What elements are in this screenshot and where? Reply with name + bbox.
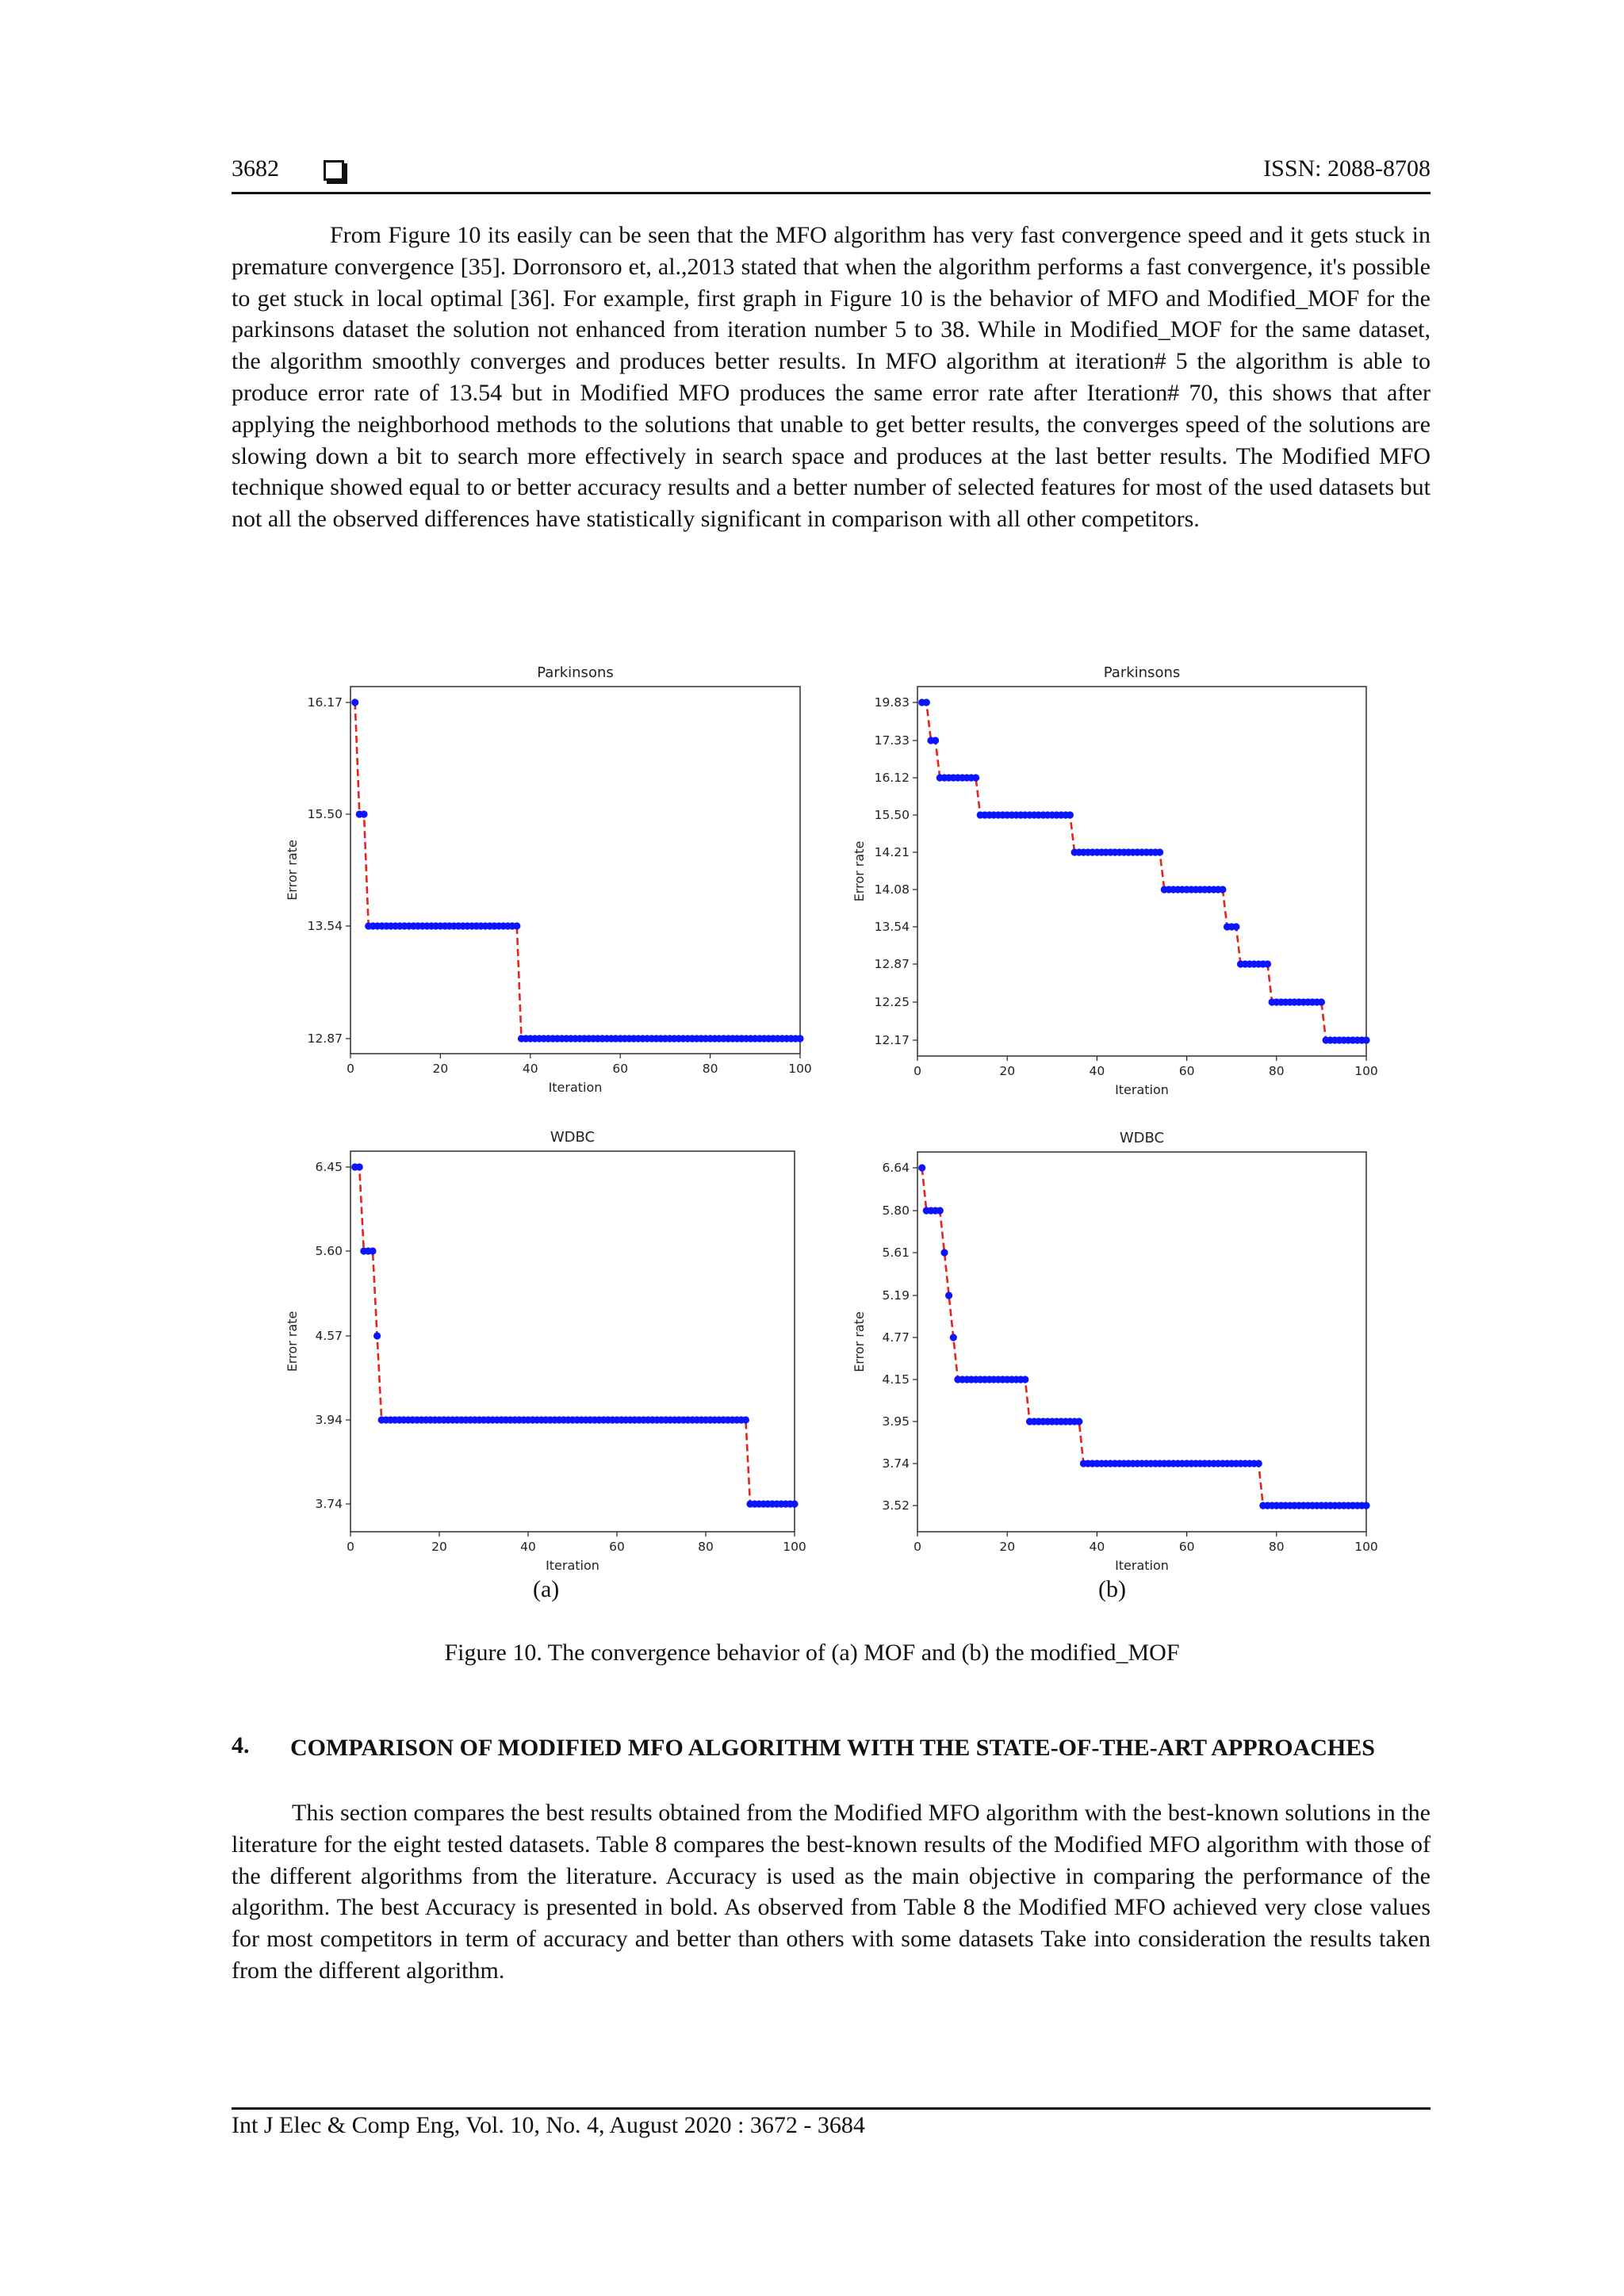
data-point — [945, 1292, 952, 1299]
issn: ISSN: 2088-8708 — [1263, 155, 1431, 182]
data-point — [1232, 923, 1239, 930]
y-axis-label: Error rate — [285, 1311, 300, 1372]
chart-a-parkinsons — [285, 664, 812, 1095]
x-tick-label: 20 — [999, 1540, 1016, 1554]
data-point — [513, 922, 520, 929]
chart-b-wdbc — [852, 1130, 1378, 1573]
y-tick-label: 12.17 — [874, 1033, 910, 1047]
data-point — [791, 1500, 798, 1507]
x-axis-label: Iteration — [546, 1558, 599, 1573]
y-tick-label: 14.08 — [874, 882, 910, 897]
chart-a-wdbc — [285, 1129, 806, 1573]
y-axis-label: Error rate — [852, 1311, 867, 1372]
data-point — [1021, 1376, 1028, 1383]
y-tick-label: 15.50 — [307, 807, 343, 821]
y-tick-label: 4.77 — [882, 1330, 910, 1345]
data-point — [1067, 811, 1074, 818]
y-tick-label: 12.87 — [874, 957, 910, 971]
page-number: 3682 — [232, 155, 279, 182]
data-point — [373, 1332, 381, 1339]
data-point — [1264, 960, 1271, 967]
data-point — [360, 810, 367, 817]
y-tick-label: 5.60 — [315, 1244, 343, 1258]
chart-title: Parkinsons — [1103, 664, 1181, 681]
x-tick-label: 80 — [698, 1540, 714, 1554]
y-tick-label: 16.12 — [874, 771, 910, 785]
x-tick-label: 80 — [1268, 1064, 1285, 1078]
section-title: COMPARISON OF MODIFIED MFO ALGORITHM WITH THE STATE-OF-THE-ART APPROACHES — [290, 1735, 1375, 1761]
x-tick-label: 0 — [347, 1062, 354, 1076]
plot-frame — [917, 1152, 1366, 1532]
x-tick-label: 60 — [1178, 1064, 1195, 1078]
y-tick-label: 12.87 — [307, 1031, 343, 1046]
data-point — [940, 1249, 948, 1256]
data-point — [972, 774, 979, 781]
x-tick-label: 0 — [914, 1064, 921, 1078]
y-tick-label: 13.54 — [874, 920, 910, 934]
y-tick-label: 4.57 — [315, 1329, 343, 1343]
x-tick-label: 80 — [702, 1062, 718, 1076]
chart-b-parkinsons — [852, 664, 1378, 1097]
x-tick-label: 100 — [783, 1540, 806, 1554]
data-point — [950, 1334, 957, 1341]
data-point — [351, 698, 358, 706]
y-tick-label: 3.74 — [315, 1497, 343, 1511]
data-point — [1219, 886, 1226, 893]
x-tick-label: 100 — [1354, 1540, 1378, 1554]
subfigure-label-a: (a) — [533, 1576, 560, 1602]
body-paragraph-2: This section compares the best results obtained from the Modified MFO algorithm with the best-known solutions in the literature for the eight tested datasets. Table 8 compares the best-known results of the Modified MFO algorithm with those of the different algorithms from the literature. Accuracy is used as the main objective in comparing the performance of the algorithm. The best Accuracy is presented in bold. As observed from Table 8 the Modified MFO achieved very close values for most competitors in term of accuracy and better than others with some datasets Take into consideration the results taken from the different algorithm. — [232, 1800, 1431, 1984]
x-tick-label: 40 — [1089, 1540, 1105, 1554]
x-tick-label: 100 — [1354, 1064, 1378, 1078]
data-point — [1075, 1418, 1082, 1425]
chart-title: WDBC — [1119, 1130, 1165, 1146]
y-tick-label: 16.17 — [307, 695, 343, 710]
data-point — [1362, 1036, 1369, 1043]
x-tick-label: 40 — [522, 1062, 538, 1076]
x-tick-label: 60 — [612, 1062, 629, 1076]
y-axis-label: Error rate — [852, 840, 867, 902]
x-tick-label: 60 — [1178, 1540, 1195, 1554]
y-tick-label: 3.94 — [315, 1413, 343, 1427]
y-axis-label: Error rate — [285, 840, 300, 901]
data-point — [1255, 1460, 1262, 1467]
x-tick-label: 40 — [1089, 1064, 1105, 1078]
x-tick-label: 20 — [432, 1062, 449, 1076]
x-axis-label: Iteration — [548, 1080, 603, 1095]
chart-title: Parkinsons — [537, 664, 614, 681]
data-point — [369, 1247, 376, 1254]
y-tick-label: 15.50 — [874, 808, 910, 822]
chart-title: WDBC — [550, 1129, 596, 1146]
series-line — [355, 702, 800, 1039]
series-line — [922, 1168, 1366, 1506]
y-tick-label: 14.21 — [874, 845, 910, 859]
series-line — [355, 1167, 795, 1504]
x-tick-label: 0 — [347, 1540, 354, 1554]
x-axis-label: Iteration — [1115, 1558, 1169, 1573]
x-axis-label: Iteration — [1115, 1082, 1169, 1097]
y-tick-label: 5.19 — [882, 1288, 910, 1303]
y-tick-label: 3.74 — [882, 1456, 910, 1471]
x-tick-label: 80 — [1268, 1540, 1285, 1554]
section-number: 4. — [232, 1732, 250, 1758]
footer-rule — [232, 2107, 1431, 2110]
x-tick-label: 20 — [431, 1540, 447, 1554]
plot-frame — [350, 687, 800, 1054]
y-tick-label: 3.52 — [882, 1498, 910, 1513]
subfigure-label-b: (b) — [1098, 1576, 1126, 1602]
x-tick-label: 20 — [999, 1064, 1016, 1078]
x-tick-label: 100 — [788, 1062, 812, 1076]
y-tick-label: 6.45 — [315, 1160, 343, 1174]
series-line — [922, 702, 1366, 1040]
footer-citation: Int J Elec & Comp Eng, Vol. 10, No. 4, August 2020 : 3672 - 3684 — [232, 2112, 865, 2138]
data-point — [356, 1163, 363, 1170]
y-tick-label: 6.64 — [882, 1161, 910, 1175]
body-paragraph-1: From Figure 10 its easily can be seen that the MFO algorithm has very fast convergence speed and it gets stuck in premature convergence [35]. Dorronsoro et, al.,2013 stated that when the algorithm performs a fast convergence, it's possible to get stuck in local optimal [36]. For example, first graph in Figure 10 is the behavior of MFO and Modified_MOF for the parkinsons dataset the solution not enhanced from iteration number 5 to 38. While in Modified_MOF for the same dataset, the algorithm smoothly converges and produces better results. In MFO algorithm at iteration# 5 the algorithm is able to produce error rate of 13.54 but in Modified MFO produces the same error rate after Iteration# 70, this shows that after applying the neighborhood methods to the solutions that unable to get better results, the converges speed of the solutions are slowing down a bit to search more effectively in search space and produces at the last better results. The Modified MFO technique showed equal to or better accuracy results and a better number of selected features for most of the used datasets but not all the observed differences have statistically significant in comparison with all other competitors. — [232, 222, 1431, 533]
plot-frame — [350, 1151, 795, 1532]
y-tick-label: 4.15 — [882, 1372, 910, 1387]
data-point — [796, 1035, 803, 1042]
x-tick-label: 0 — [914, 1540, 921, 1554]
data-point — [1156, 848, 1163, 855]
y-tick-label: 5.80 — [882, 1203, 910, 1218]
y-tick-label: 3.95 — [882, 1414, 910, 1429]
x-tick-label: 40 — [520, 1540, 536, 1554]
y-tick-label: 17.33 — [874, 733, 910, 748]
data-point — [923, 698, 930, 706]
y-tick-label: 19.83 — [874, 695, 910, 710]
data-point — [1318, 998, 1325, 1005]
figure-caption: Figure 10. The convergence behavior of (a) MOF and (b) the modified_MOF — [444, 1640, 1180, 1666]
data-point — [918, 1164, 925, 1171]
data-point — [936, 1207, 944, 1214]
data-point — [742, 1416, 749, 1423]
data-point — [932, 737, 939, 744]
data-point — [1362, 1502, 1369, 1509]
y-tick-label: 12.25 — [874, 995, 910, 1009]
y-tick-label: 13.54 — [307, 919, 343, 933]
y-tick-label: 5.61 — [882, 1246, 910, 1260]
x-tick-label: 60 — [609, 1540, 625, 1554]
